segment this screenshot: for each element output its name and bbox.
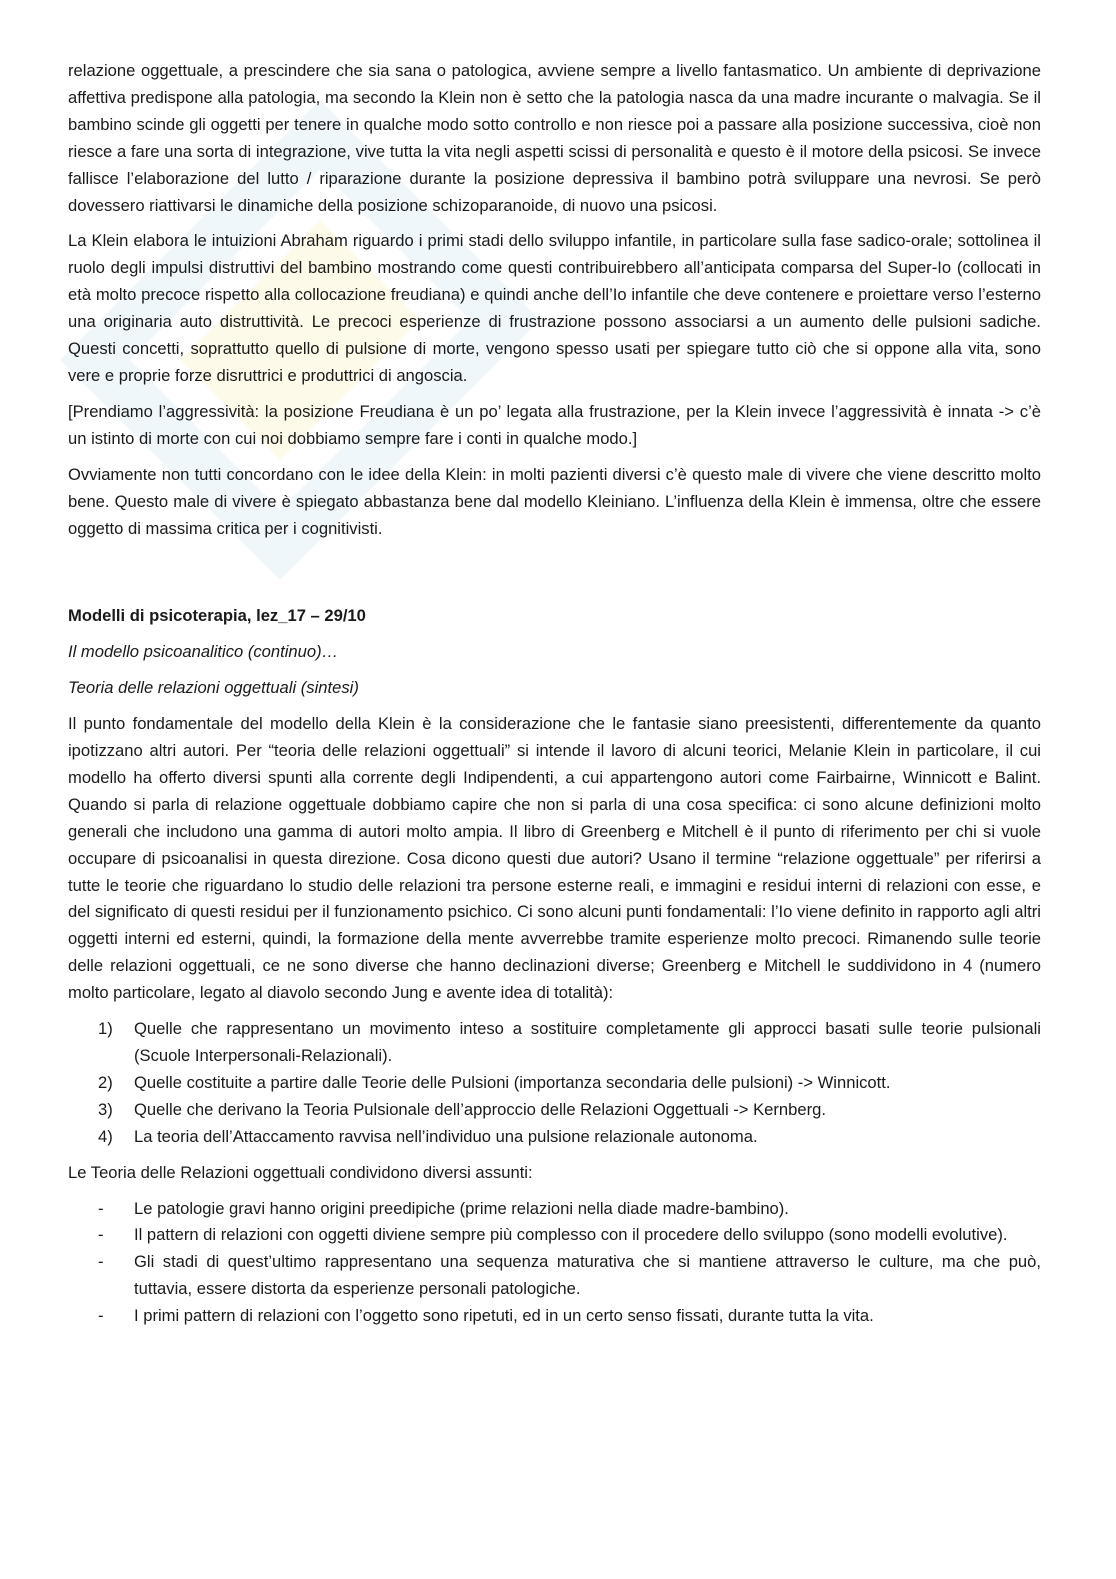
list-item-text: Le patologie gravi hanno origini preedipiche (prime relazioni nella diade madre-bambino). (134, 1198, 789, 1218)
list-marker: 3) (98, 1099, 113, 1119)
list-marker: 4) (98, 1126, 113, 1146)
list-item-text: La teoria dell’Attaccamento ravvisa nell’individuo una pulsione relazionale autonoma. (134, 1126, 758, 1146)
bullet-list-assumptions (68, 1196, 1041, 1331)
paragraph-aggressivity-note: [Prendiamo l’aggressività: la posizione Freudiana è un po’ legata alla frustrazione, per la Klein invece l’aggressività è innata -> c’è un istinto di morte con cui noi dobbiamo sempre fare i conti in qualche modo.] (68, 401, 1041, 448)
document-page (68, 58, 1041, 1339)
list-item (68, 1097, 1041, 1124)
list-marker: 1) (98, 1019, 113, 1039)
paragraph-klein-abraham: La Klein elabora le intuizioni Abraham riguardo i primi stadi dello sviluppo infantile, in particolare sulla fase sadico-orale; sottolinea il ruolo degli impulsi distruttivi del bambino mostrando come questi contribuirebbero all’anticipata comparsa del Super-Io (collocati in età molto precoce rispetto alla collocazione freudiana) e quindi anche dell’Io infantile che deve contenere e proiettare verso l’esterno una originaria auto distruttività. Le precoci esperienze di frustrazione possono associarsi a un aumento delle pulsioni sadiche. Questi concetti, soprattutto quello di pulsione di morte, vengono spesso usati per spiegare tutto ciò che si oppone alla vita, sono vere e proprie forze disruttrici e produttrici di angoscia. (68, 231, 1041, 385)
list-item-text: Quelle che rappresentano un movimento inteso a sostituire completamente gli approcci basati sulle teorie pulsionali (Scuole Interpersonali-Relazionali). (134, 1019, 1041, 1065)
list-item (68, 1249, 1041, 1303)
section-subtitle-theory: Teoria delle relazioni oggettuali (sintesi) (68, 678, 359, 698)
list-item-text: I primi pattern di relazioni con l’oggetto sono ripetuti, ed in un certo senso fissati, durante tutta la vita. (134, 1306, 874, 1326)
list-marker: 2) (98, 1072, 113, 1092)
list-item (68, 1124, 1041, 1151)
list-item-text: Quelle che derivano la Teoria Pulsionale dell’approccio delle Relazioni Oggettuali -> Kernberg. (134, 1099, 826, 1119)
section-spacer (68, 551, 1041, 603)
numbered-list-theories (68, 1016, 1041, 1151)
paragraph-assumptions-intro: Le Teoria delle Relazioni oggettuali condividono diversi assunti: (68, 1162, 533, 1182)
list-item-text: Il pattern di relazioni con oggetti diviene sempre più complesso con il procedere dello sviluppo (sono modelli evolutive). (134, 1225, 1008, 1245)
list-item-text: Quelle costituite a partire dalle Teorie delle Pulsioni (importanza secondaria delle pulsioni) -> Winnicott. (134, 1072, 891, 1092)
list-marker: - (98, 1225, 104, 1245)
section-subtitle-model: Il modello psicoanalitico (continuo)… (68, 642, 339, 662)
paragraph-object-relations-intro: Il punto fondamentale del modello della Klein è la considerazione che le fantasie siano preesistenti, differentemente da quanto ipotizzano altri autori. Per “teoria delle relazioni oggettuali” si intende il lavoro di alcuni teorici, Melanie Klein in particolare, il cui modello ha offerto diversi spunti alla corrente degli Indipendenti, a cui appartengono autori come Fairbairne, Winnicott e Balint. Quando si parla di relazione oggettuale dobbiamo capire che non si parla di una cosa specifica: ci sono alcune definizioni molto generali che includono una gamma di autori molto ampia. Il libro di Greenberg e Mitchell è il punto di riferimento per chi si vuole occupare di psicoanalisi in questa direzione. Cosa dicono questi due autori? Usano il termine “relazione oggettuale” per riferirsi a tutte le teorie che riguardano lo studio delle relazioni tra persone esterne reali, e immagini e residui interni di relazioni con esse, e del significato di questi residui per il funzionamento psichico. Ci sono alcuni punti fondamentali: l’Io viene definito in rapporto agli altri oggetti interni ed esterni, quindi, la formazione della mente avverrebbe tramite esperienze molto precoci. Rimanendo sulle teorie delle relazioni oggettuali, ce ne sono diverse che hanno declinazioni diverse; Greenberg e Mitchell le suddividono in 4 (numero molto particolare, legato al diavolo secondo Jung e avente idea di totalità): (68, 714, 1041, 1003)
paragraph-critics: Ovviamente non tutti concordano con le idee della Klein: in molti pazienti diversi c’è questo male di vivere che viene descritto molto bene. Questo male di vivere è spiegato abbastanza bene dal modello Kleiniano. L’influenza della Klein è immensa, oltre che essere oggetto di massima critica per i cognitivisti. (68, 464, 1041, 538)
list-item (68, 1222, 1041, 1249)
list-item-text: Gli stadi di quest’ultimo rappresentano una sequenza maturativa che si mantiene attraverso le culture, ma che può, tuttavia, essere distorta da esperienze personali patologiche. (134, 1252, 1041, 1299)
paragraph-klein-pathology: relazione oggettuale, a prescindere che sia sana o patologica, avviene sempre a livello fantasmatico. Un ambiente di deprivazione affettiva predispone alla patologia, ma secondo la Klein non è setto che la patologia nasca da una madre incurante o malvagia. Se il bambino scinde gli oggetti per tenere in qualche modo sotto controllo e non riesce poi a passare alla posizione successiva, cioè non riesce a fare una sorta di integrazione, vive tutta la vita negli aspetti scissi di personalità e questo è il motore della psicosi. Se invece fallisce l’elaborazione del lutto / riparazione durante la posizione depressiva il bambino potrà sviluppare una nevrosi. Se però dovessero riattivarsi le dinamiche della posizione schizoparanoide, di nuovo una psicosi. (68, 61, 1041, 215)
list-item (68, 1016, 1041, 1070)
section-heading: Modelli di psicoterapia, lez_17 – 29/10 (68, 606, 366, 626)
list-item (68, 1303, 1041, 1330)
list-marker: - (98, 1306, 104, 1326)
list-item (68, 1196, 1041, 1223)
list-marker: - (98, 1198, 104, 1218)
list-item (68, 1070, 1041, 1097)
list-marker: - (98, 1252, 104, 1272)
